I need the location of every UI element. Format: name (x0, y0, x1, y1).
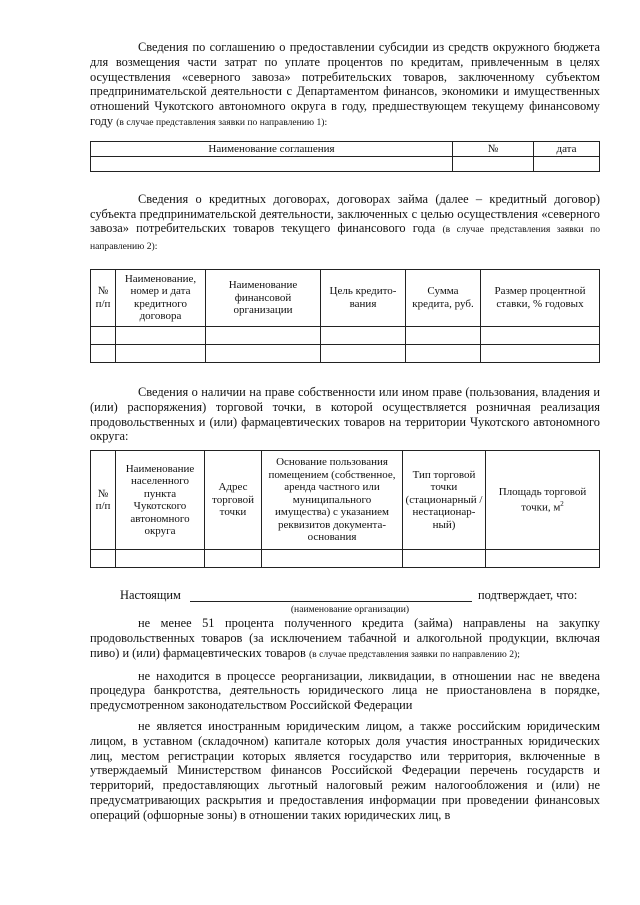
store-cell[interactable] (205, 550, 262, 568)
table-row (91, 344, 600, 362)
confirm-prefix: Настоящим (120, 588, 181, 603)
credit-cell[interactable] (406, 344, 481, 362)
section2-note: (в случае представления заявки по направлению 2): (90, 224, 601, 253)
organization-name-blank[interactable] (190, 601, 472, 602)
credit-table (90, 269, 600, 363)
store-type-header: Тип торговой точки (стационарный / нестационар-ный) (403, 451, 486, 550)
credit-cell[interactable] (116, 344, 206, 362)
credit-cell[interactable] (206, 344, 321, 362)
section3-text: Сведения о наличии на праве собственности или ином праве (пользования, владения и (или) распоряжения) торговой точки, в которой осуществляется розничная реализация продовольственных и (или) фармацевтических товаров на территории Чукотского автономного округа: (90, 384, 600, 444)
store-cell[interactable] (486, 550, 600, 568)
item-1-text: не менее 51 процента полученного кредита (займа) направлены на закупку продовольственных товаров (за исключением табачной и алкогольной продукции, включая пиво) и (или) фармацевтических товаров (90, 616, 600, 660)
confirm-suffix: подтверждает, что: (478, 588, 578, 603)
credit-cell[interactable] (321, 326, 406, 344)
store-cell[interactable] (91, 550, 116, 568)
credit-cell[interactable] (206, 326, 321, 344)
store-table (90, 450, 600, 568)
credit-amount-header: Сумма кредита, руб. (406, 269, 481, 326)
credit-org-header: Наименование финансовой организации (206, 269, 321, 326)
agreement-cell[interactable] (91, 156, 453, 171)
store-cell[interactable] (116, 550, 205, 568)
section1-note: (в случае представления заявки по направлению 1): (116, 116, 328, 128)
credit-contract-header: Наименование, номер и дата кредитного договора (116, 269, 206, 326)
store-cell[interactable] (403, 550, 486, 568)
organization-caption: (наименование организации) (290, 604, 410, 616)
agreement-cell[interactable] (453, 156, 534, 171)
confirmation-line (90, 588, 600, 604)
credit-cell[interactable] (481, 326, 600, 344)
store-basis-header: Основание пользования помещением (собственное, аренда частного или муниципального имущества) с указанием реквизитов документа-основания (262, 451, 403, 550)
table-row (91, 326, 600, 344)
credit-cell[interactable] (481, 344, 600, 362)
agreement-date-header: дата (534, 141, 600, 156)
credit-cell[interactable] (91, 326, 116, 344)
item-1-note: (в случае представления заявки по направлению 2); (308, 648, 520, 660)
credit-purpose-header: Цель кредито-вания (321, 269, 406, 326)
store-address-header: Адрес торговой точки (205, 451, 262, 550)
section3-paragraph (90, 385, 600, 444)
store-locality-header: Наименование населенного пункта Чукотского автономного округа (116, 451, 205, 550)
store-area-label: Площадь торговой точки, м (498, 485, 587, 514)
item-1 (90, 616, 600, 662)
item-2: не находится в процессе реорганизации, ликвидации, в отношении нас не введена процедура банкротства, деятельность юридического лица не приостановлена в порядке, предусмотренном законодательством Российской Федерации (90, 668, 600, 713)
section2-text: Сведения о кредитных договорах, договорах займа (далее – кредитный договор) субъекта предпринимательской деятельности, заключенных с целью осуществления «северного завоза» потребительских товаров текущего финансового года (90, 191, 600, 236)
credit-rate-header: Размер процентной ставки, % годовых (481, 269, 600, 326)
credit-cell[interactable] (116, 326, 206, 344)
store-cell[interactable] (262, 550, 403, 568)
store-num-header: № п/п (91, 451, 116, 550)
credit-num-header: № п/п (91, 269, 116, 326)
credit-cell[interactable] (321, 344, 406, 362)
item-3: не является иностранным юридическим лицом, а также российским юридическим лицом, в уставном (складочном) капитале которых доля участия иностранных юридических лиц, местом регистрации которых является государство или территория, включенные в утверждаемый Министерством финансов Российской Федерации перечень государств и территорий, предоставляющих льготный налоговый режим налогообложения и (или) не предусматривающих раскрытия и предоставления информации при проведении финансовых операций (офшорные зоны) в отношении таких юридических лиц, в (90, 718, 600, 822)
credit-cell[interactable] (91, 344, 116, 362)
document-page (90, 40, 600, 823)
area-unit-superscript: 2 (560, 500, 564, 509)
agreement-name-header: Наименование соглашения (91, 141, 453, 156)
agreement-number-header: № (453, 141, 534, 156)
section1-text: Сведения по соглашению о предоставлении субсидии из средств окружного бюджета для возмещения части затрат по уплате процентов по кредитам, привлеченным в целях осуществления «северного завоза» потребительских товаров, заключенному субъектом предпринимательской деятельности с Департаментом финансов, экономики и имущественных отношений Чукотского автономного округа в году, предшествующем текущему финансовому году (90, 40, 600, 128)
agreement-cell[interactable] (534, 156, 600, 171)
credit-cell[interactable] (406, 326, 481, 344)
agreement-table (90, 141, 600, 172)
table-row (91, 550, 600, 568)
section2-paragraph (90, 192, 600, 255)
section1-paragraph (90, 40, 600, 131)
store-area-header (486, 451, 600, 550)
